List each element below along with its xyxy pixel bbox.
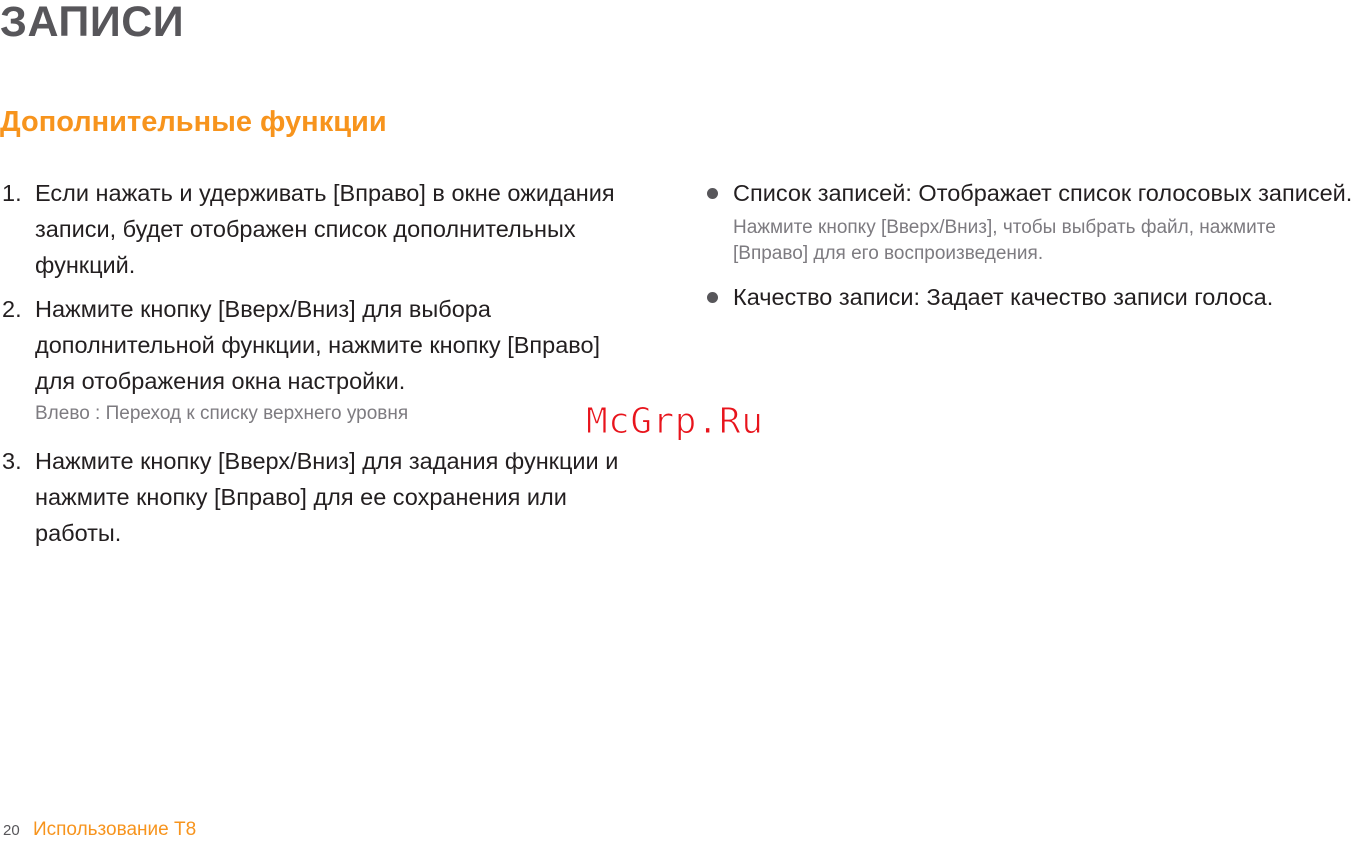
bullet-icon — [707, 188, 718, 199]
step-number: 3. — [2, 448, 22, 474]
feature-text: Качество записи: Задает качество записи голоса. — [733, 284, 1274, 310]
feature-note: Нажмите кнопку [Вверх/Вниз], чтобы выбрать файл, нажмите [Вправо] для его воспроизведения. — [733, 217, 1276, 264]
step-note: Влево : Переход к списку верхнего уровня — [35, 403, 409, 424]
features-list — [706, 175, 1356, 327]
section-heading: Дополнительные функции — [0, 106, 387, 138]
steps-list — [0, 175, 620, 559]
step-number: 1. — [2, 180, 22, 206]
step-text: Нажмите кнопку [Вверх/Вниз] для выбора дополнительной функции, нажмите кнопку [Вправо] для отображения окна настройки. — [35, 296, 601, 394]
step-item — [0, 291, 620, 427]
watermark: McGrp.Ru — [586, 401, 764, 442]
step-number: 2. — [2, 296, 22, 322]
step-text: Если нажать и удерживать [Вправо] в окне ожидания записи, будет отображен список дополнительных функций. — [35, 180, 615, 278]
step-item — [0, 443, 620, 551]
feature-item — [706, 279, 1356, 315]
footer-title: Использование T8 — [32, 819, 197, 840]
page-number: 20 — [3, 822, 20, 839]
step-text: Нажмите кнопку [Вверх/Вниз] для задания функции и нажмите кнопку [Вправо] для ее сохранения или работы. — [35, 448, 619, 546]
bullet-icon — [707, 292, 718, 303]
page-title: ЗАПИСИ — [0, 0, 185, 46]
page-footer — [3, 818, 196, 843]
feature-text: Список записей: Отображает список голосовых записей. — [733, 180, 1353, 206]
step-item — [0, 175, 620, 283]
feature-item — [706, 175, 1356, 267]
